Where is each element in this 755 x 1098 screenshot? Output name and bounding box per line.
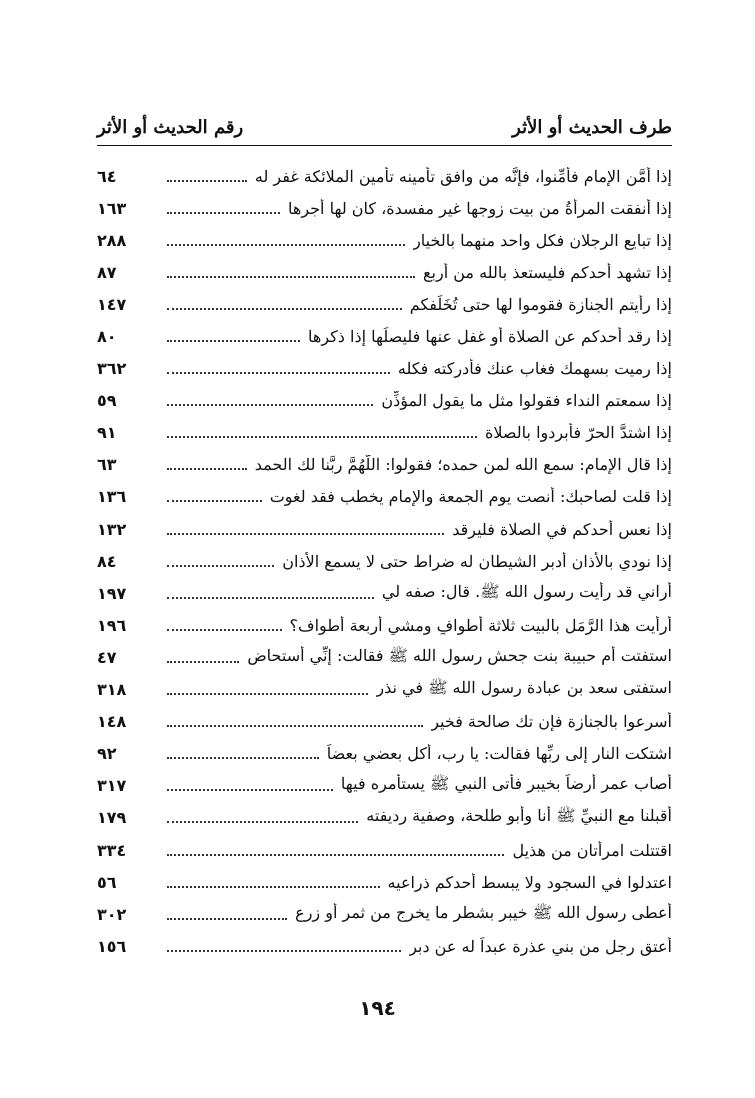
hadith-number: ٩٢ <box>97 744 117 764</box>
hadith-number: ٨٠ <box>97 327 117 347</box>
dot-leader <box>167 788 333 791</box>
dot-leader <box>167 467 247 470</box>
hadith-text: إذا رأيتم الجنازة فقوموا لها حتى تُخَلِّفكم <box>409 294 672 314</box>
list-item <box>97 449 672 481</box>
dot-leader <box>167 756 319 759</box>
hadith-text: إذا اشتدَّ الحرّ فأبردوا بالصلاة <box>484 423 672 443</box>
list-item <box>97 802 672 834</box>
hadith-text: اشتكت النار إلى ربِّها فقالت: يا رب، أكل بعضي بعضاً <box>326 744 672 764</box>
list-item <box>97 866 672 898</box>
list-item <box>97 481 672 513</box>
list-item <box>97 674 672 706</box>
hadith-number: ٣١٨ <box>97 680 127 700</box>
hadith-text: أسرعوا بالجنازة فإن تك صالحة فخير <box>431 712 672 732</box>
dot-leader <box>167 853 504 856</box>
list-item <box>97 192 672 224</box>
dot-leader <box>167 371 390 374</box>
list-item <box>97 930 672 962</box>
hadith-number: ١٩٦ <box>97 615 127 635</box>
column-title-hadith: طرف الحديث أو الأثر <box>512 116 672 138</box>
page-number: ١٩٤ <box>359 996 396 1020</box>
dot-leader <box>167 307 402 310</box>
dot-leader <box>167 499 262 502</box>
dot-leader <box>167 339 300 342</box>
hadith-text: إذا نعس أحدكم في الصلاة فليرقد <box>452 519 672 539</box>
list-item <box>97 545 672 577</box>
hadith-text: أراني قد رأيت رسول الله ﷺ. قال: صفه لي <box>381 581 672 601</box>
dot-leader <box>167 917 287 920</box>
dot-leader <box>167 692 368 695</box>
dot-leader <box>167 596 374 599</box>
list-item <box>97 513 672 545</box>
hadith-number: ١٥٦ <box>97 936 127 956</box>
dot-leader <box>167 885 380 888</box>
dot-leader <box>167 275 415 278</box>
hadith-number: ٩١ <box>97 423 117 443</box>
dot-leader <box>167 435 477 438</box>
list-item <box>97 706 672 738</box>
hadith-number: ٣١٧ <box>97 776 127 796</box>
list-item <box>97 353 672 385</box>
hadith-text: إذا تبايع الرجلان فكل واحد منهما بالخيار <box>413 230 672 250</box>
list-item <box>97 577 672 609</box>
dot-leader <box>167 660 239 663</box>
hadith-text: إذا رقد أحدكم عن الصلاة أو غفل عنها فليصلِّها إذا ذكرها <box>308 327 672 347</box>
hadith-number: ١٩٧ <box>97 583 127 603</box>
list-item <box>97 417 672 449</box>
hadith-text: إذا نودي بالأذان أدبر الشيطان له ضراط حتى لا يسمع الأذان <box>282 551 672 571</box>
dot-leader <box>167 403 373 406</box>
list-item <box>97 834 672 866</box>
hadith-text: استفتت أم حبيبة بنت جحش رسول الله ﷺ فقالت: إنِّي أستحاض <box>247 645 672 665</box>
dot-leader <box>167 564 274 567</box>
dot-leader <box>167 532 444 535</box>
table-header <box>97 110 672 144</box>
hadith-number: ٦٤ <box>97 166 117 186</box>
hadith-number: ٣٣٤ <box>97 840 127 860</box>
list-item <box>97 288 672 320</box>
hadith-text: أقبلنا مع النبيِّ ﷺ أنا وأبو طلحة، وصفية رديفته <box>366 806 672 826</box>
hadith-number: ٨٧ <box>97 262 117 282</box>
list-item <box>97 898 672 930</box>
hadith-number: ٦٣ <box>97 455 117 475</box>
list-item <box>97 738 672 770</box>
dot-leader <box>167 949 401 952</box>
hadith-text: إذا سمعتم النداء فقولوا مثل ما يقول المؤذِّن <box>381 391 672 411</box>
hadith-number: ١٤٧ <box>97 294 127 314</box>
dot-leader <box>167 243 405 246</box>
list-item <box>97 320 672 352</box>
list-item <box>97 256 672 288</box>
hadith-text: إذا قلت لصاحبك: أنصت يوم الجمعة والإمام يخطب فقد لغوت <box>269 487 672 507</box>
hadith-text: إذا أنفقت المرأةُ من بيت زوجها غير مفسدة، كان لها أجرها <box>288 198 672 218</box>
hadith-number: ١٣٦ <box>97 487 127 507</box>
hadith-text: اعتدلوا في السجود ولا يبسط أحدكم ذراعيه <box>387 872 672 892</box>
hadith-text: إذا تشهد أحدكم فليستعذ بالله من أربع <box>423 262 672 282</box>
hadith-text: أعطى رسول الله ﷺ خيبر بشطر ما يخرج من ثمر أو زرع <box>295 902 672 922</box>
list-item <box>97 770 672 802</box>
list-item <box>97 224 672 256</box>
dot-leader <box>167 820 358 823</box>
hadith-number: ٨٤ <box>97 551 117 571</box>
dot-leader <box>167 724 423 727</box>
hadith-text: إذا رميت بسهمك فغاب عنك فأدركته فكله <box>397 359 672 379</box>
list-item <box>97 385 672 417</box>
hadith-text: إذا أمَّن الإمام فأمِّنوا، فإنَّه من وافق تأمينه تأمين الملائكة غفر له <box>254 166 672 186</box>
dot-leader <box>167 628 282 631</box>
hadith-text: أرأيت هذا الرَّمَل بالبيت ثلاثة أطوافٍ ومشي أربعة أطواف؟ <box>289 615 672 635</box>
hadith-text: استفتى سعد بن عبادة رسول الله ﷺ في نذر <box>376 678 672 698</box>
dot-leader <box>167 211 280 214</box>
header-divider <box>97 145 672 146</box>
dot-leader <box>167 179 247 182</box>
column-title-number: رقم الحديث أو الأثر <box>97 116 244 138</box>
hadith-number: ٥٩ <box>97 391 117 411</box>
hadith-text: اقتتلت امرأتان من هذيل <box>512 840 672 860</box>
hadith-number: ١٦٣ <box>97 198 127 218</box>
hadith-text: أصاب عمر أرضاً بخيبر فأتى النبي ﷺ يستأمره فيها <box>340 774 672 794</box>
hadith-number: ٢٨٨ <box>97 230 127 250</box>
hadith-text: أعتق رجل من بني عذرة عبداً له عن دبر <box>409 936 672 956</box>
hadith-number: ٣٦٢ <box>97 359 127 379</box>
hadith-number: ٥٦ <box>97 872 117 892</box>
hadith-index-list <box>97 160 672 962</box>
list-item <box>97 160 672 192</box>
list-item <box>97 609 672 641</box>
hadith-number: ١٣٢ <box>97 519 127 539</box>
list-item <box>97 641 672 673</box>
hadith-number: ١٤٨ <box>97 712 127 732</box>
hadith-number: ٣٠٢ <box>97 904 127 924</box>
hadith-text: إذا قال الإمام: سمع الله لمن حمده؛ فقولوا: اللَّهُمَّ ربَّنا لك الحمد <box>254 455 672 475</box>
hadith-number: ١٧٩ <box>97 808 127 828</box>
hadith-number: ٤٧ <box>97 647 117 667</box>
